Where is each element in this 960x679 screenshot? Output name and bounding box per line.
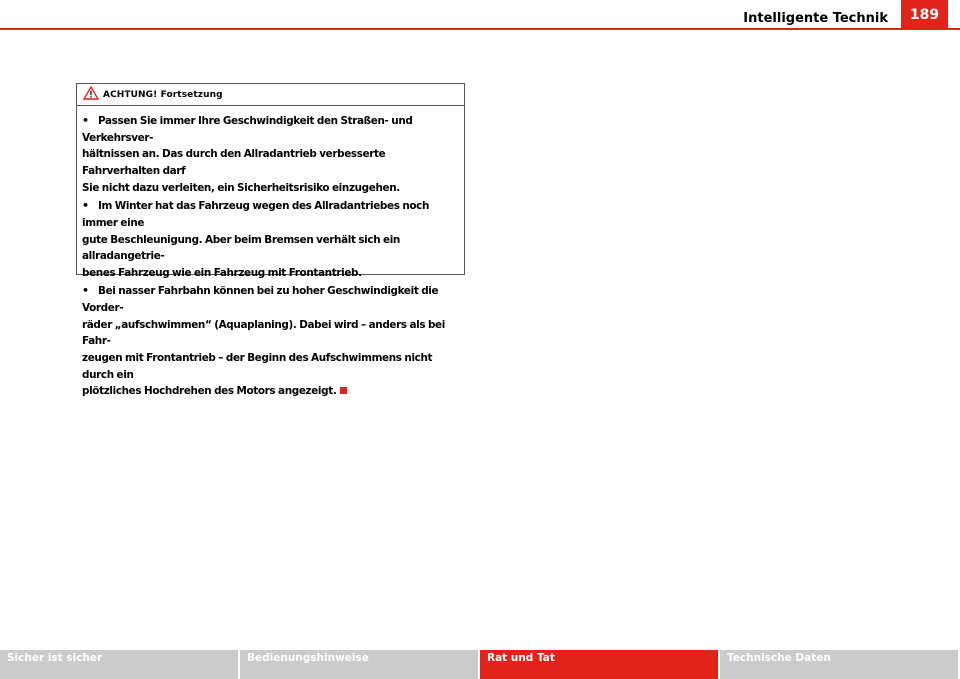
warning-title: ACHTUNG! Fortsetzung [103,89,223,100]
warning-item [82,283,459,400]
warning-item [82,198,459,282]
warning-line: Bei nasser Fahrbahn können bei zu hoher Geschwindigkeit die Vorder- [82,285,439,314]
footer-tab-bedienungshinweise[interactable]: Bedienungshinweise [240,650,478,679]
warning-line: räder „aufschwimmen“ (Aquaplaning). Dabei wird – anders als bei Fahr- [82,318,445,348]
warning-header [77,84,464,106]
header-title: Intelligente Technik [743,11,888,26]
bullet: • [82,284,89,298]
warning-line: gute Beschleunigung. Aber beim Bremsen verhält sich ein allradangetrie- [82,233,400,263]
warning-item [82,113,459,197]
section-end-icon [340,387,347,394]
warning-line: Im Winter hat das Fahrzeug wegen des Allradantriebes noch immer eine [82,200,430,229]
warning-triangle-icon [83,85,103,104]
footer-nav [0,650,960,679]
bullet: • [82,199,89,213]
footer-tab-rat-und-tat[interactable]: Rat und Tat [480,650,718,679]
warning-body [77,106,464,400]
warning-line: Passen Sie immer Ihre Geschwindigkeit den Straßen- und Verkehrsver- [82,115,413,144]
footer-tab-sicher-ist-sicher[interactable]: Sicher ist sicher [0,650,238,679]
warning-box [76,83,465,398]
footer-tab-technische-daten[interactable]: Technische Daten [720,650,958,679]
bullet: • [82,114,89,127]
header-divider [0,28,960,30]
warning-line: zeugen mit Frontantrieb – der Beginn des Aufschwimmens nicht durch ein [82,352,433,381]
warning-line: Sie nicht dazu verleiten, ein Sicherheitsrisiko einzugehen. [82,181,400,194]
warning-line: hältnissen an. Das durch den Allradantrieb verbesserte Fahrverhalten darf [82,148,386,178]
page-number: 189 [901,0,948,30]
warning-line: plötzliches Hochdrehen des Motors angezeigt. [82,385,337,398]
warning-line: benes Fahrzeug wie ein Fahrzeug mit Frontantrieb. [82,266,362,279]
